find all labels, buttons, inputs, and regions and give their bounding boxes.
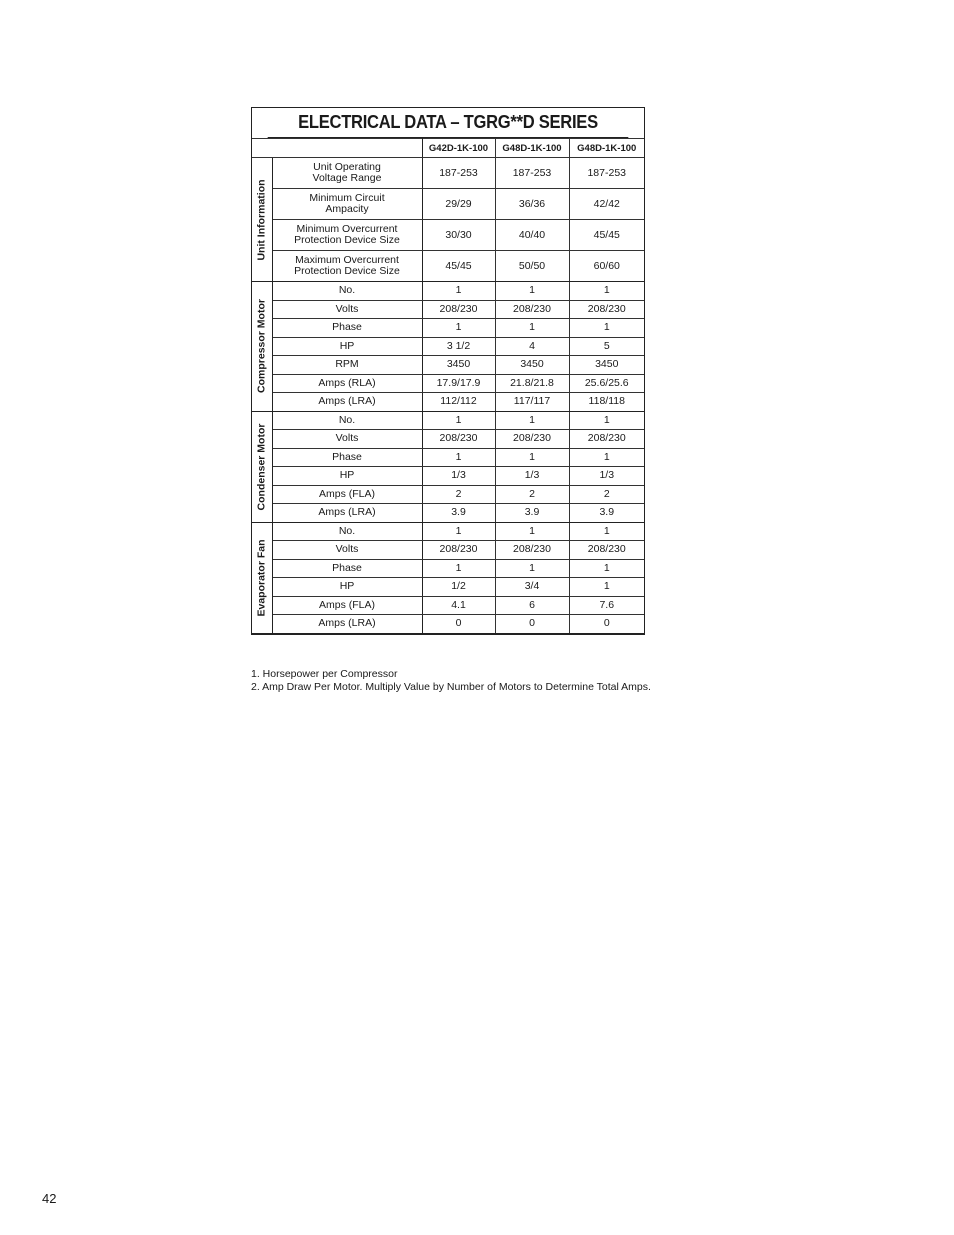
table-row xyxy=(252,337,644,356)
value-cell: 1 xyxy=(495,559,569,578)
value-cell: 1 xyxy=(422,282,495,301)
row-label-line: Minimum Overcurrent xyxy=(296,223,398,235)
table-row xyxy=(252,578,644,597)
page-number: 42 xyxy=(42,1191,57,1206)
value-cell: 2 xyxy=(569,485,644,504)
footnote: 1. Horsepower per Compressor xyxy=(251,668,398,680)
value-cell: 208/230 xyxy=(495,541,569,560)
value-cell: 2 xyxy=(422,485,495,504)
value-cell: 208/230 xyxy=(422,430,495,449)
table-row xyxy=(252,448,644,467)
row-label-line: Unit Operating xyxy=(313,161,381,173)
row-label: No. xyxy=(272,282,422,301)
value-cell: 0 xyxy=(569,615,644,634)
row-label-line: Voltage Range xyxy=(312,172,382,184)
value-cell: 208/230 xyxy=(569,300,644,319)
table-body xyxy=(252,139,644,634)
row-label: Volts xyxy=(272,300,422,319)
row-label-line: Minimum Circuit xyxy=(309,192,385,204)
value-cell: 1/2 xyxy=(422,578,495,597)
row-label-line: Protection Device Size xyxy=(294,234,400,246)
row-label: HP xyxy=(272,578,422,597)
section-label: Evaporator Fan xyxy=(255,538,268,617)
row-label: Amps (LRA) xyxy=(272,393,422,412)
table-row xyxy=(252,356,644,375)
value-cell: 208/230 xyxy=(569,541,644,560)
value-cell: 117/117 xyxy=(495,393,569,412)
row-label xyxy=(272,189,422,220)
value-cell: 42/42 xyxy=(569,189,644,220)
row-label-line: Ampacity xyxy=(325,203,369,215)
row-label xyxy=(272,251,422,282)
section-label-cell xyxy=(252,158,272,282)
table-row xyxy=(252,393,644,412)
value-cell: 208/230 xyxy=(495,300,569,319)
value-cell: 4.1 xyxy=(422,596,495,615)
table-row xyxy=(252,374,644,393)
value-cell: 21.8/21.8 xyxy=(495,374,569,393)
value-cell: 4 xyxy=(495,337,569,356)
value-cell: 1/3 xyxy=(569,467,644,486)
value-cell: 3 1/2 xyxy=(422,337,495,356)
value-cell: 30/30 xyxy=(422,220,495,251)
row-label xyxy=(272,158,422,189)
column-header: G48D-1K-100 xyxy=(569,139,644,158)
value-cell: 208/230 xyxy=(422,541,495,560)
value-cell: 1 xyxy=(569,319,644,338)
row-label: Phase xyxy=(272,448,422,467)
value-cell: 45/45 xyxy=(422,251,495,282)
value-cell: 3450 xyxy=(495,356,569,375)
value-cell: 7.6 xyxy=(569,596,644,615)
section-label-cell xyxy=(252,282,272,412)
electrical-data-table xyxy=(251,107,645,635)
value-cell: 1 xyxy=(422,411,495,430)
row-label: No. xyxy=(272,522,422,541)
column-header: G42D-1K-100 xyxy=(422,139,495,158)
value-cell: 36/36 xyxy=(495,189,569,220)
value-cell: 1/3 xyxy=(422,467,495,486)
table-row xyxy=(252,541,644,560)
table-row xyxy=(252,430,644,449)
footnote: 2. Amp Draw Per Motor. Multiply Value by Number of Motors to Determine Total Amps. xyxy=(251,680,651,693)
table-row xyxy=(252,251,644,282)
value-cell: 40/40 xyxy=(495,220,569,251)
value-cell: 1 xyxy=(569,411,644,430)
value-cell: 1 xyxy=(495,448,569,467)
row-label: HP xyxy=(272,467,422,486)
section-label: Unit Information xyxy=(255,178,268,261)
footnotes xyxy=(251,668,651,693)
table-title: ELECTRICAL DATA – TGRG**D SERIES xyxy=(268,108,629,138)
row-label: Phase xyxy=(272,319,422,338)
value-cell: 1 xyxy=(422,448,495,467)
value-cell: 1 xyxy=(495,282,569,301)
table-row xyxy=(252,559,644,578)
section-label-cell xyxy=(252,411,272,522)
value-cell: 187-253 xyxy=(495,158,569,189)
row-label-line: Maximum Overcurrent xyxy=(295,254,399,266)
table-row xyxy=(252,615,644,634)
value-cell: 208/230 xyxy=(422,300,495,319)
value-cell: 1 xyxy=(569,559,644,578)
row-label: RPM xyxy=(272,356,422,375)
table-row xyxy=(252,282,644,301)
table-row xyxy=(252,411,644,430)
value-cell: 112/112 xyxy=(422,393,495,412)
value-cell: 118/118 xyxy=(569,393,644,412)
data-grid xyxy=(252,138,644,634)
row-label: Volts xyxy=(272,541,422,560)
row-label: Amps (FLA) xyxy=(272,596,422,615)
value-cell: 1 xyxy=(495,411,569,430)
column-header: G48D-1K-100 xyxy=(495,139,569,158)
row-label: Volts xyxy=(272,430,422,449)
value-cell: 50/50 xyxy=(495,251,569,282)
row-label xyxy=(272,220,422,251)
value-cell: 1 xyxy=(422,559,495,578)
value-cell: 45/45 xyxy=(569,220,644,251)
value-cell: 3450 xyxy=(422,356,495,375)
value-cell: 60/60 xyxy=(569,251,644,282)
value-cell: 3450 xyxy=(569,356,644,375)
value-cell: 208/230 xyxy=(495,430,569,449)
table-row xyxy=(252,522,644,541)
row-label: Phase xyxy=(272,559,422,578)
header-row xyxy=(252,139,644,158)
table-row xyxy=(252,596,644,615)
value-cell: 3.9 xyxy=(495,504,569,523)
header-blank xyxy=(252,139,422,158)
section-label: Condenser Motor xyxy=(255,423,268,510)
value-cell: 6 xyxy=(495,596,569,615)
table-row xyxy=(252,189,644,220)
row-label: Amps (LRA) xyxy=(272,615,422,634)
value-cell: 0 xyxy=(422,615,495,634)
value-cell: 2 xyxy=(495,485,569,504)
value-cell: 25.6/25.6 xyxy=(569,374,644,393)
table-row xyxy=(252,319,644,338)
row-label-line: Protection Device Size xyxy=(294,265,400,277)
value-cell: 5 xyxy=(569,337,644,356)
table-row xyxy=(252,467,644,486)
value-cell: 0 xyxy=(495,615,569,634)
value-cell: 3/4 xyxy=(495,578,569,597)
value-cell: 1 xyxy=(569,522,644,541)
value-cell: 187-253 xyxy=(422,158,495,189)
table-row xyxy=(252,220,644,251)
value-cell: 1 xyxy=(495,319,569,338)
value-cell: 1 xyxy=(569,448,644,467)
value-cell: 1 xyxy=(495,522,569,541)
value-cell: 187-253 xyxy=(569,158,644,189)
value-cell: 1 xyxy=(422,522,495,541)
value-cell: 3.9 xyxy=(569,504,644,523)
value-cell: 3.9 xyxy=(422,504,495,523)
section-label-cell xyxy=(252,522,272,633)
value-cell: 17.9/17.9 xyxy=(422,374,495,393)
row-label: Amps (LRA) xyxy=(272,504,422,523)
value-cell: 1 xyxy=(569,578,644,597)
value-cell: 1 xyxy=(422,319,495,338)
table-row xyxy=(252,158,644,189)
table-row xyxy=(252,300,644,319)
table-row xyxy=(252,485,644,504)
row-label: Amps (FLA) xyxy=(272,485,422,504)
section-label: Compressor Motor xyxy=(255,299,268,394)
row-label: Amps (RLA) xyxy=(272,374,422,393)
value-cell: 208/230 xyxy=(569,430,644,449)
value-cell: 1/3 xyxy=(495,467,569,486)
table-row xyxy=(252,504,644,523)
value-cell: 29/29 xyxy=(422,189,495,220)
value-cell: 1 xyxy=(569,282,644,301)
row-label: HP xyxy=(272,337,422,356)
row-label: No. xyxy=(272,411,422,430)
